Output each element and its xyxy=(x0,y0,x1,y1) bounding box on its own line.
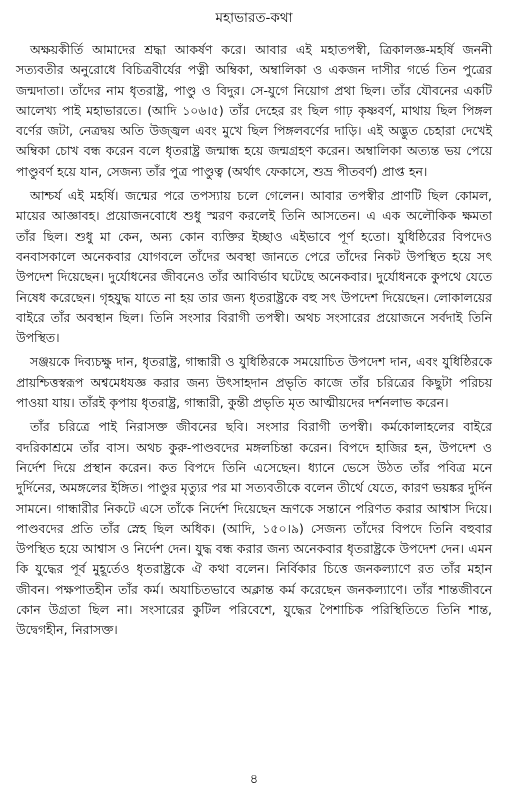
page-number: ৪ xyxy=(249,772,259,787)
paragraph-4: তাঁর চরিত্রে পাই নিরাসক্ত জীবনের ছবি। সংসার বিরাগী তপস্বী। কর্মকোলাহলের বাইরে বদরিকাশ্রমে তাঁর বাস। অথচ কুরু-পাণ্ডবদের মঙ্গলচিন্তা করেন। বিপদে হাজির হন, উপদেশ ও নির্দেশ দিয়ে প্রস্থান করেন। কত বিপদে তিনি এসেছেন। ধ্যানে ভেসে উঠত তাঁর পবিত্র মনে দুর্দিনের, অমঙ্গলের ইঙ্গিত। পাণ্ডুর মৃত্যুর পর মা সত্যবতীকে বলেন তীর্থে যেতে, কারণ ভয়ঙ্কর দুর্দিন সামনে। গান্ধারীর নিকটে এসে তাঁকে নির্দেশ দিয়েছেন ভ্রূণকে সন্তানে পরিণত করার আশ্বাস দিয়ে। পাণ্ডবদের প্রতি তাঁর স্নেহ ছিল অধিক। (আদি, ১৫০।৯) সেজন্য তাঁদের বিপদে তিনি বহুবার উপস্থিত হয়ে আশ্বাস ও নির্দেশ দেন। যুদ্ধ বন্ধ করার জন্য অনেকবার ধৃতরাষ্ট্রকে উপদেশ দেন। এমন কি যুদ্ধের পূর্ব মুহূর্তেও ধৃতরাষ্ট্রকে ঐ কথা বলেন। নির্বিকার চিত্তে জনকল্যাণে রত তাঁর মহান জীবন। পক্ষপাতহীন তাঁর কর্ম। অযাচিতভাবে অক্লান্ত কর্ম করেছেন জনকল্যাণে। তাঁর শান্তজীবনে কোন উগ্রতা ছিল না। সংসারের কুটিল পরিবেশে, যুদ্ধের পৈশাচিক পরিস্থিতিতে তিনি শান্ত, উদ্বেগহীন, নিরাসক্ত। xyxy=(16,419,493,638)
body-text xyxy=(16,40,492,645)
running-head: মহাভারত-কথা xyxy=(215,10,293,26)
paragraph-1: অক্ষয়কীর্তি আমাদের শ্রদ্ধা আকর্ষণ করে। আবার এই মহাতপস্বী, ত্রিকালজ্ঞ-মহর্ষি জননী সত্যবতীর অনুরোধে বিচিত্রবীর্যের পত্নী অম্বিকা, অম্বালিকা ও একজন দাসীর গর্ভে তিন পুত্রের জন্মদাতা। তাঁদের নাম ধৃতরাষ্ট্র, পাণ্ডু ও বিদুর। সে-যুগে নিয়োগ প্রথা ছিল। তাঁর যৌবনের একটি আলেখ্য পাই মহাভারতে। (আদি ১০৬।৫) তাঁর দেহের রং ছিল গাঢ় কৃষ্ণবর্ণ, মাথায় ছিল পিঙ্গল বর্ণের জটা, নেত্রদ্বয় অতি উজ্জ্বল এবং মুখে ছিল পিঙ্গলবর্ণের দাড়ি। এই অদ্ভুত চেহারা দেখেই অম্বিকা চোখ বন্ধ করেন বলে ধৃতরাষ্ট্র জন্মান্ধ হয়ে জন্মগ্রহণ করেন। অম্বালিকা অত্যন্ত ভয় পেয়ে পাণ্ডুবর্ণ হয়ে যান, সেজন্য তাঁর পুত্র পাণ্ডুত্ব (অর্থাৎ ফেকাসে, শুভ্র পীতবর্ণ) প্রাপ্ত হন। xyxy=(16,42,492,179)
paragraph-2: আশ্চর্য এই মহর্ষি। জন্মের পরে তপস্যায় চলে গেলেন। আবার তপস্বীর প্রাণটি ছিল কোমল, মায়ের আজ্ঞাবহ। প্রয়োজনবোধে শুধু স্মরণ করলেই তিনি আসতেন। এ এক অলৌকিক ক্ষমতা তাঁর ছিল। শুধু মা কেন, অন্য কোন ব্যক্তির ইচ্ছাও এইভাবে পূর্ণ হতো। যুধিষ্ঠিরের বিপদেও বনবাসকালে অনেকবার যোগবলে তাঁদের অবস্থা জানতে পেরে তাঁদের নিকট উপস্থিত হয়ে সৎ উপদেশ দিয়েছেন। দুর্যোধনের জীবনেও তাঁর আবির্ভাব ঘটেছে অনেকবার। দুর্যোধনকে কুপথে যেতে নিষেধ করেছেন। গৃহযুদ্ধ যাতে না হয় তার জন্য ধৃতরাষ্ট্রকে বহু সৎ উপদেশ দিয়েছেন। লোকালয়ের বাইরে তাঁর অবস্থান ছিল। তিনি সংসার বিরাগী তপস্বী। অথচ সংসারের প্রয়োজনে সর্বদাই তিনি উপস্থিত। xyxy=(16,188,492,346)
paragraph-3: সঞ্জয়কে দিব্যচক্ষু দান, ধৃতরাষ্ট্র, গান্ধারী ও যুধিষ্ঠিরকে সময়োচিত উপদেশ দান, এবং যুধিষ্ঠিরকে প্রায়শ্চিত্তস্বরূপ অশ্বমেধযজ্ঞ করার জন্য উৎসাহদান প্রভৃতি কাজে তাঁর চরিত্রের কিছুটা পরিচয় পাওয়া যায়। তাঁরই কৃপায় ধৃতরাষ্ট্র, গান্ধারী, কুন্তী প্রভৃতি মৃত আত্মীয়দের দর্শনলাভ করেন। xyxy=(16,354,492,411)
